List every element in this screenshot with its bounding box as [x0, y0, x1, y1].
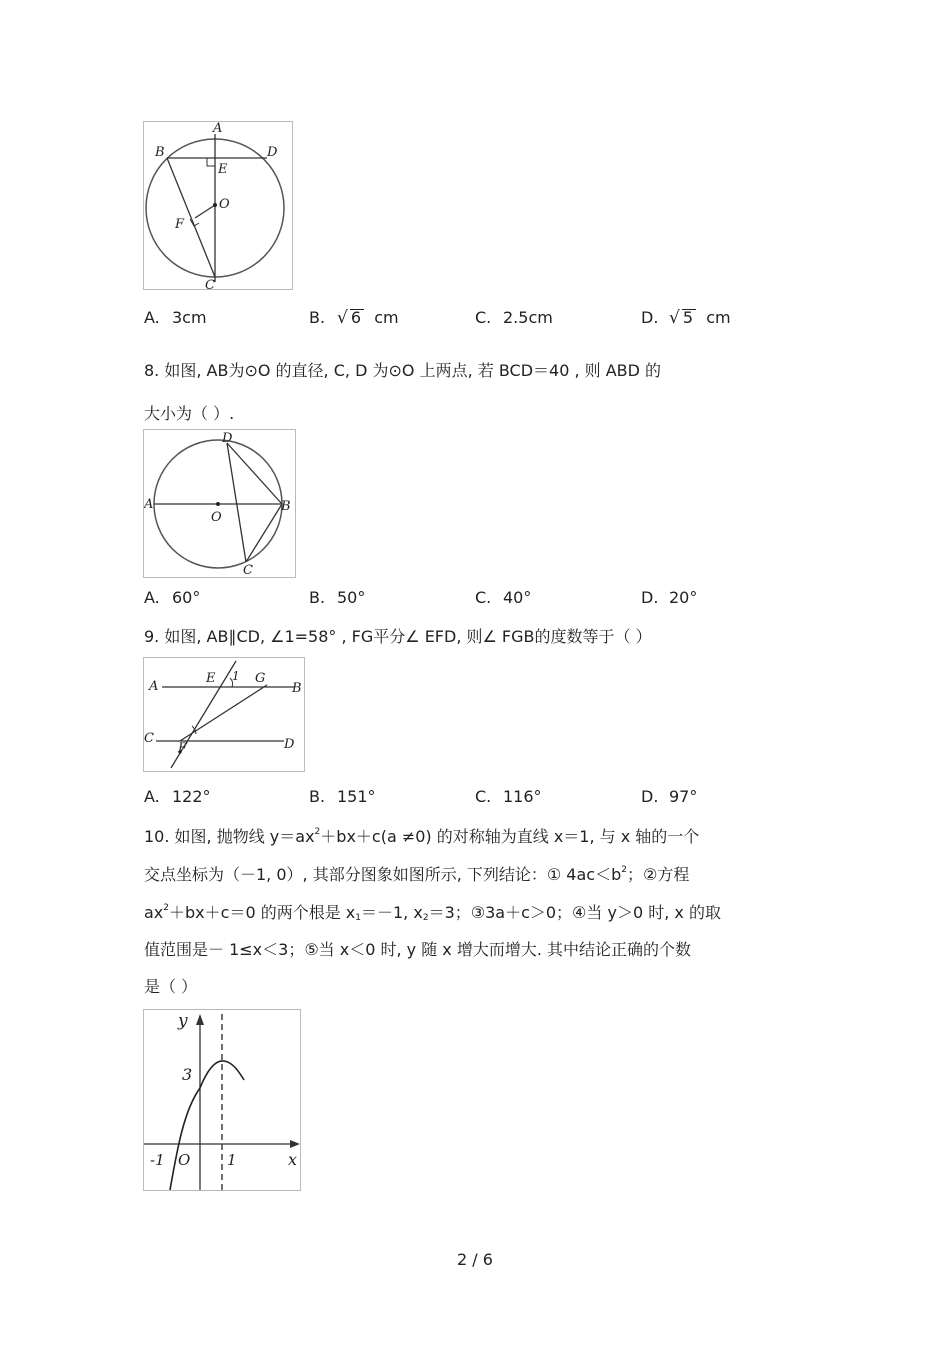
q8-option-c[interactable]: C. 40° [475, 588, 532, 607]
q8-option-d[interactable]: D. 20° [641, 588, 698, 607]
q9-option-d[interactable]: D. 97° [641, 787, 698, 806]
label-c: C [205, 278, 215, 289]
label-d: D [222, 431, 233, 446]
label-d: D [267, 145, 278, 160]
label-a: A [213, 122, 223, 136]
label-a: A [149, 679, 159, 694]
figure-q9-parallel-lines [143, 657, 305, 772]
q10-stem-line4: 值范围是－ 1≤x＜3；⑤当 x＜0 时, y 随 x 增大而增大. 其中结论正确的个数 [144, 940, 692, 959]
label-b: B [281, 499, 291, 514]
q7-option-a[interactable]: A. 3cm [144, 308, 207, 327]
q10-stem-line1: 10. 如图, 抛物线 $y=ax^2+bx+c(a \ne 0)$ 的对称轴为直线 x＝1, 与 x 轴的一个 [144, 827, 700, 846]
label-neg1: -1 [150, 1151, 165, 1169]
label-1: 1 [227, 1151, 237, 1169]
q9-option-a[interactable]: A. 122° [144, 787, 211, 806]
label-e: E [218, 162, 228, 177]
label-c: C [144, 731, 154, 746]
sqrt-symbol: √ [669, 308, 680, 328]
q8-stem-line1: 8. 如图, AB为⊙O 的直径, C, D 为⊙O 上两点, 若 BCD＝40 , 则 ABD 的 [144, 361, 662, 380]
q8-options [144, 588, 844, 610]
q7-option-c[interactable]: C. 2.5cm [475, 308, 553, 327]
label-b: B [155, 145, 165, 160]
label-origin: O [178, 1151, 191, 1169]
label-o: O [219, 197, 230, 212]
q8-option-a[interactable]: A. 60° [144, 588, 201, 607]
q7-option-d[interactable]: D. √ 5 cm [641, 308, 731, 328]
figure-q8-circle [143, 429, 296, 578]
figure-q10-parabola [143, 1009, 301, 1191]
label-y-axis: y [178, 1011, 188, 1031]
page-number: 2 / 6 [457, 1250, 493, 1269]
label-f: F [175, 217, 185, 232]
q10-stem-line5: 是（ ） [144, 977, 198, 996]
q7-option-b[interactable]: B. √ 6 cm [309, 308, 399, 328]
label-o: O [211, 510, 222, 525]
q8-stem-line2: 大小为（ ）. [144, 404, 235, 423]
circle-o-symbol: ⊙ [388, 361, 402, 380]
circle-o-symbol: ⊙ [244, 361, 258, 380]
q9-options [144, 787, 844, 809]
figure-q7-circle [143, 121, 293, 290]
label-3: 3 [182, 1065, 193, 1084]
q9-stem: 9. 如图, AB∥CD, ∠1=58° , FG平分∠ EFD, 则∠ FGB的度数等于（ ） [144, 627, 652, 646]
label-b: B [292, 681, 302, 696]
q9-option-c[interactable]: C. 116° [475, 787, 542, 806]
q7-options [144, 308, 844, 330]
label-c: C [243, 563, 253, 577]
q8-option-b[interactable]: B. 50° [309, 588, 366, 607]
sqrt-symbol: √ [337, 308, 348, 328]
label-e: E [206, 671, 216, 686]
label-angle-1: 1 [232, 669, 240, 683]
q10-stem-line2: 交点坐标为（－1, 0）, 其部分图象如图所示, 下列结论：① $4ac<b^2$；②方程 [144, 865, 690, 884]
label-f: F [178, 741, 188, 756]
label-a: A [144, 497, 154, 512]
label-d: D [284, 737, 295, 752]
label-g: G [255, 671, 266, 686]
q9-option-b[interactable]: B. 151° [309, 787, 376, 806]
label-x-axis: x [288, 1150, 298, 1169]
q10-stem-line3: $ax^2+bx+c=0$ 的两个根是 $x_1=-1$, $x_2=3$；③3a＋c＞0；④当 y＞0 时, x 的取 [144, 903, 721, 923]
